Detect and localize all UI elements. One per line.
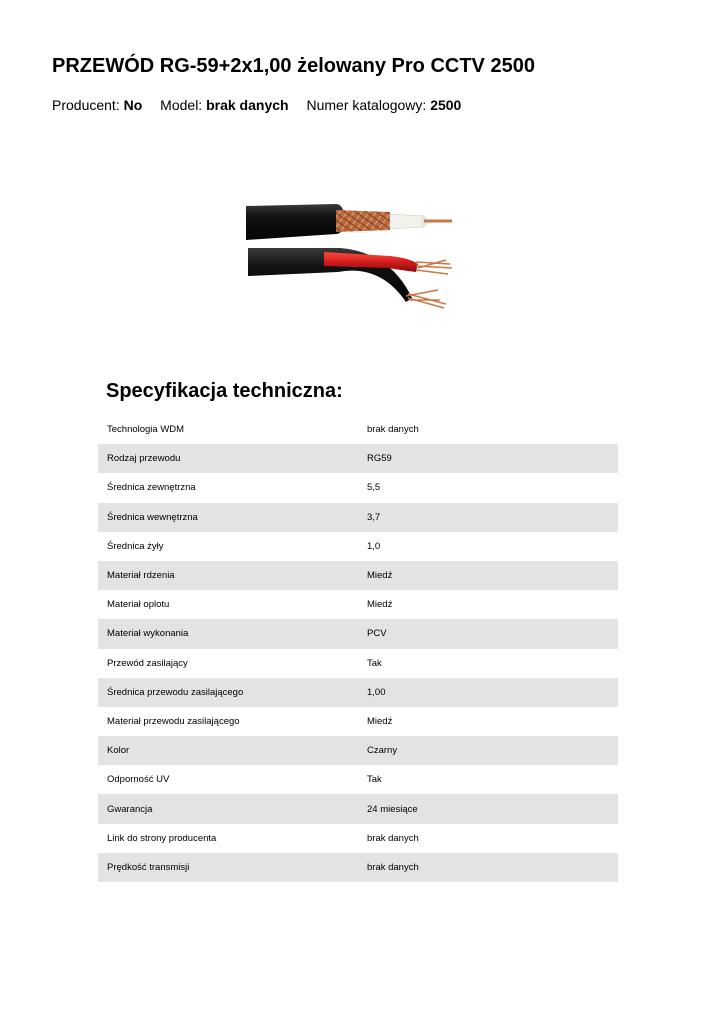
table-row xyxy=(98,473,618,502)
producer-field xyxy=(52,97,146,113)
spec-value: 24 miesiące xyxy=(367,803,418,815)
table-row xyxy=(98,853,618,882)
spec-name: Średnica wewnętrzna xyxy=(107,511,198,523)
spec-table xyxy=(98,415,618,882)
spec-value: Tak xyxy=(367,657,382,669)
spec-name: Materiał rdzenia xyxy=(107,570,175,582)
page-title: PRZEWÓD RG-59+2x1,00 żelowany Pro CCTV 2500 xyxy=(52,55,535,77)
producer-value: No xyxy=(123,97,143,113)
spec-name: Rodzaj przewodu xyxy=(107,453,181,465)
spec-value: RG59 xyxy=(367,453,392,465)
spec-value: brak danych xyxy=(367,424,419,436)
model-label: Model: xyxy=(160,97,203,113)
spec-value: brak danych xyxy=(367,861,419,873)
table-row xyxy=(98,824,618,853)
table-row xyxy=(98,561,618,590)
table-row xyxy=(98,415,618,444)
table-row xyxy=(98,707,618,736)
table-row xyxy=(98,532,618,561)
coaxial-cable-photo xyxy=(240,186,484,316)
spec-value: Miedź xyxy=(367,599,393,611)
spec-name: Prędkość transmisji xyxy=(107,861,190,873)
spec-value: 5,5 xyxy=(367,482,381,494)
spec-name: Materiał oplotu xyxy=(107,599,170,611)
table-row xyxy=(98,794,618,823)
spec-value: Miedź xyxy=(367,570,393,582)
spec-name: Odporność UV xyxy=(107,774,170,786)
product-meta xyxy=(52,97,475,113)
spec-value: Miedź xyxy=(367,715,393,727)
spec-value: PCV xyxy=(367,628,387,640)
model-value: brak danych xyxy=(206,97,289,113)
catalog-number-label: Numer katalogowy: xyxy=(306,97,427,113)
table-row xyxy=(98,649,618,678)
spec-value: brak danych xyxy=(367,832,419,844)
table-row xyxy=(98,736,618,765)
spec-value: Tak xyxy=(367,774,382,786)
model-field xyxy=(160,97,292,113)
catalog-number-field xyxy=(306,97,461,113)
spec-value: 1,0 xyxy=(367,540,381,552)
spec-name: Średnica żyły xyxy=(107,540,164,552)
spec-heading: Specyfikacja techniczna: xyxy=(106,380,343,402)
spec-name: Przewód zasilający xyxy=(107,657,188,669)
table-row xyxy=(98,444,618,473)
spec-name: Średnica przewodu zasilającego xyxy=(107,686,244,698)
spec-name: Materiał przewodu zasilającego xyxy=(107,715,240,727)
table-row xyxy=(98,678,618,707)
catalog-number-value: 2500 xyxy=(430,97,462,113)
spec-name: Link do strony producenta xyxy=(107,832,217,844)
spec-name: Kolor xyxy=(107,745,130,757)
spec-name: Materiał wykonania xyxy=(107,628,189,640)
table-row xyxy=(98,503,618,532)
producer-label: Producent: xyxy=(52,97,120,113)
spec-name: Technologia WDM xyxy=(107,424,185,436)
spec-value: 3,7 xyxy=(367,511,381,523)
table-row xyxy=(98,765,618,794)
spec-value: Czarny xyxy=(367,745,398,757)
spec-name: Średnica zewnętrzna xyxy=(107,482,196,494)
spec-name: Gwarancja xyxy=(107,803,153,815)
table-row xyxy=(98,590,618,619)
spec-value: 1,00 xyxy=(367,686,386,698)
table-row xyxy=(98,619,618,648)
